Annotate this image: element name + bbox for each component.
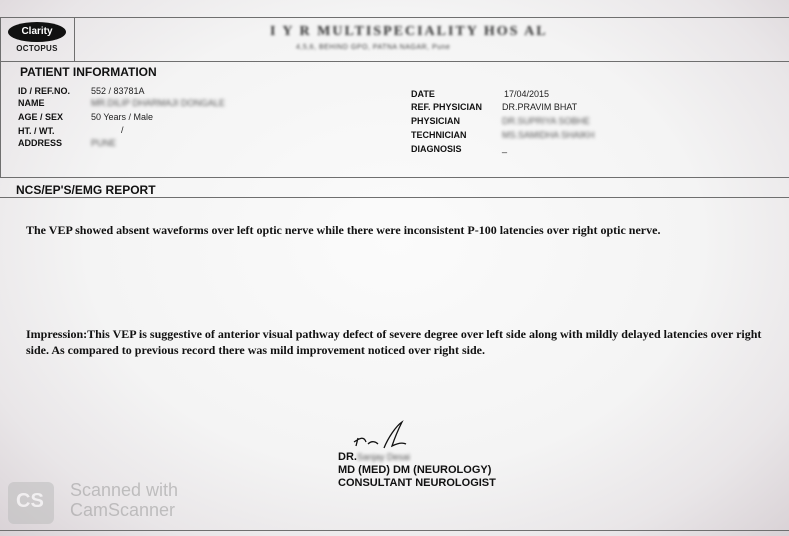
report-title: NCS/EP'S/EMG REPORT [16, 183, 156, 197]
ref-physician-value: DR.PRAVIM BHAT [502, 102, 578, 112]
signature-prefix: DR. [338, 451, 357, 463]
signature-designation: CONSULTANT NEUROLOGIST [338, 477, 496, 489]
ref-physician-label: REF. PHYSICIAN [411, 102, 483, 112]
date-value: 17/04/2015 [504, 89, 550, 99]
signature-name-line [338, 451, 496, 464]
watermark-line1: Scanned with [70, 480, 179, 500]
info-divider [0, 177, 789, 178]
hospital-address: 4,5,6, BEHIND GPO, PATNA NAGAR, Pune [296, 44, 451, 51]
report-title-divider [0, 197, 789, 198]
watermark-line2: CamScanner [70, 500, 176, 520]
ht-wt-value: / [121, 125, 124, 135]
signature-icon [350, 420, 410, 452]
logo-name: Clarity [8, 22, 66, 42]
signature-degree: MD (MED) DM (NEUROLOGY) [338, 464, 492, 476]
camscanner-icon: CS [8, 482, 54, 524]
clarity-logo [8, 22, 72, 53]
technician-value: MS.SAMIDHA SHAIKH [502, 130, 595, 140]
logo-divider [74, 17, 75, 61]
logo-sub: OCTOPUS [16, 44, 58, 53]
hospital-name: I Y R MULTISPECIALITY HOS AL [270, 24, 548, 39]
diagnosis-label: DIAGNOSIS [411, 144, 462, 154]
watermark-text [70, 480, 178, 520]
physician-value: DR.SUPRIYA SOBHE [502, 116, 590, 126]
technician-label: TECHNICIAN [411, 130, 467, 140]
header-divider [0, 61, 789, 62]
report-finding: The VEP showed absent waveforms over left optic nerve while there were inconsistent P-100 latencies over right optic nerve. [26, 223, 661, 237]
diagnosis-value: _ [502, 143, 508, 153]
id-label: ID / REF.NO. [18, 86, 71, 96]
age-sex-value: 50 Years / Male [91, 112, 154, 122]
report-impression: Impression:This VEP is suggestive of anterior visual pathway defect of severe degree over left side along with mildly delayed latencies over right side. As compared to previous record there was mild improvement noticed over right side. [26, 327, 762, 357]
left-border [0, 17, 1, 177]
name-value: MR.DILIP DHARMAJI DONGALE [91, 98, 225, 108]
age-sex-label: AGE / SEX [18, 112, 64, 122]
address-label: ADDRESS [18, 138, 63, 148]
bottom-border [0, 530, 789, 531]
id-value: 552 / 83781A [91, 86, 145, 96]
top-border [0, 17, 789, 18]
signature-name: Sanjay Desai [356, 452, 410, 462]
camscanner-watermark [8, 480, 208, 530]
patient-info-title: PATIENT INFORMATION [20, 65, 157, 79]
signature-block [338, 451, 496, 490]
address-value: PUNE [91, 138, 117, 148]
name-label: NAME [18, 98, 45, 108]
ht-wt-label: HT. / WT. [18, 126, 55, 136]
physician-label: PHYSICIAN [411, 116, 461, 126]
date-label: DATE [411, 89, 435, 99]
